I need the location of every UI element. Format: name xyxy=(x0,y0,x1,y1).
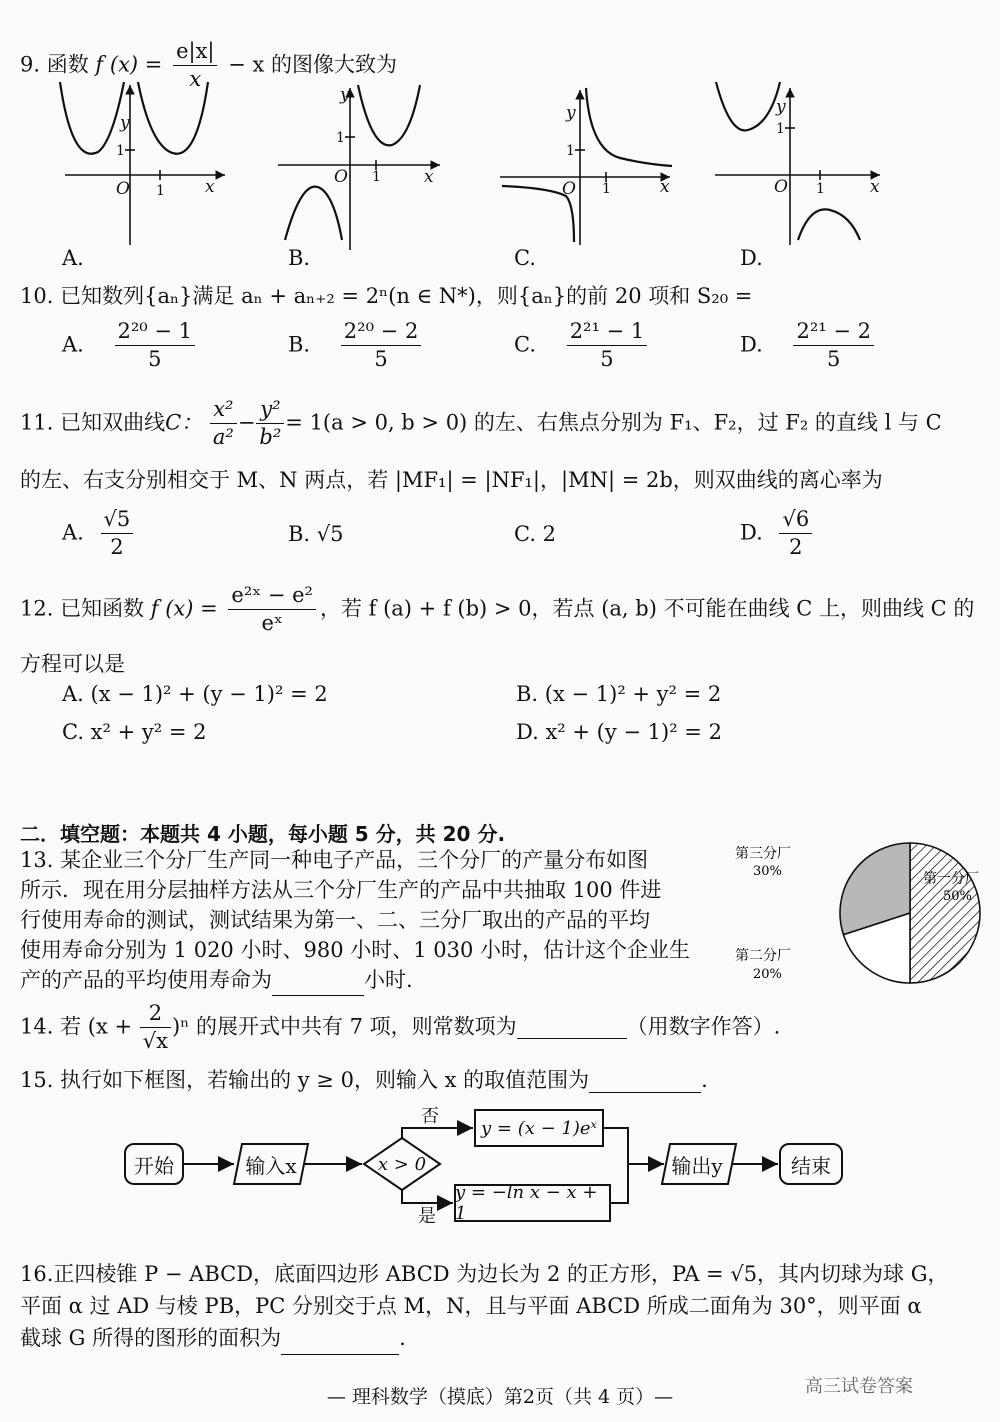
q12-func: f (x) = xyxy=(150,596,218,621)
q12-option-a[interactable]: A. (x − 1)² + (y − 1)² = 2 xyxy=(62,682,328,706)
q9-frac-num: e|x| xyxy=(173,38,217,66)
watermark: 高三试卷答案 xyxy=(805,1376,913,1397)
q10-option-b-label: B. xyxy=(288,332,311,357)
q11-d-den: 2 xyxy=(789,535,803,560)
q10-b-num: 2²⁰ − 2 xyxy=(341,318,422,346)
q10-option-d-label: D. xyxy=(740,332,763,357)
q10-d-den: 5 xyxy=(827,347,841,372)
q11-option-a-label: A. xyxy=(62,520,84,545)
q10-a-den: 5 xyxy=(148,347,162,372)
q13-line-3: 行使用寿命的测试，测试结果为第一、二、三分厂取出的产品的平均 xyxy=(20,908,650,932)
pie-label-third-value: 30% xyxy=(753,864,782,879)
section-2-heading: 二．填空题：本题共 4 小题，每小题 5 分，共 20 分. xyxy=(20,822,506,846)
flow-start: 开始 xyxy=(134,1153,174,1178)
q9-pre: 函数 xyxy=(46,52,89,77)
q12-option-c[interactable]: C. x² + y² = 2 xyxy=(62,720,207,744)
flow-top-formula: y = (x − 1)eˣ xyxy=(481,1117,597,1139)
q10-text: 已知数列{aₙ}满足 aₙ + aₙ₊₂ = 2ⁿ(n ∈ N*)，则{aₙ}的前 20 项和 S₂₀ = xyxy=(60,284,753,308)
q13-answer-blank[interactable] xyxy=(272,965,364,996)
q9-frac-den: x xyxy=(189,67,202,92)
pie-label-second-value: 20% xyxy=(753,967,782,982)
q13-line-5: 产的产品的平均使用寿命为 xyxy=(20,968,272,992)
q12-frac-den: eˣ xyxy=(261,611,283,636)
q14-answer-blank[interactable] xyxy=(517,1014,627,1039)
q10-c-num: 2²¹ − 1 xyxy=(567,318,648,346)
q11-pre: 已知双曲线 xyxy=(60,410,166,435)
flow-condition: x > 0 xyxy=(377,1153,427,1175)
q12-line2: 方程可以是 xyxy=(20,652,125,676)
q12-pre: 已知函数 xyxy=(60,596,145,621)
q12-frac-num: e²ˣ − e² xyxy=(228,582,316,610)
q15-text: 执行如下框图，若输出的 y ≥ 0，则输入 x 的取值范围为 xyxy=(60,1068,590,1092)
q9-option-b[interactable]: B. xyxy=(288,246,311,270)
q15-tail: . xyxy=(701,1068,708,1092)
graph-a-x: x xyxy=(205,177,215,197)
graph-a-o: O xyxy=(116,179,130,199)
flow-bottom-formula: y = −ln x − x + 1 xyxy=(455,1182,598,1224)
graph-b-one-x: 1 xyxy=(372,169,381,185)
q16-tail: . xyxy=(399,1326,406,1350)
q11-option-a[interactable] xyxy=(62,506,137,562)
flow-yes-label: 是 xyxy=(418,1206,436,1227)
page-footer: — 理科数学（摸底）第2页（共 4 页）— xyxy=(326,1386,674,1408)
q12-number: 12. xyxy=(20,596,54,621)
q13-tail: 小时. xyxy=(364,968,413,992)
q13-number: 13. xyxy=(20,848,54,872)
q14-frac-num: 2 xyxy=(140,1000,171,1028)
q16-line-1: 正四棱锥 P − ABCD，底面四边形 ABCD 为边长为 2 的正方形，PA = √5，其内切球为球 G， xyxy=(53,1262,949,1286)
q11-fy: y² xyxy=(256,396,284,424)
q16-number: 16. xyxy=(20,1262,54,1286)
graph-c-y: y xyxy=(566,103,576,123)
q10-option-d[interactable] xyxy=(740,318,878,374)
flow-end: 结束 xyxy=(791,1153,831,1178)
q13-line-2: 所示．现在用分层抽样方法从三个分厂生产的产品中共抽取 100 件进 xyxy=(20,878,662,902)
pie-label-second-name: 第二分厂 xyxy=(735,948,791,964)
q10-number: 10. xyxy=(20,284,54,308)
q10-option-a-label: A. xyxy=(62,332,84,357)
q11-option-d[interactable] xyxy=(740,506,816,562)
graph-b-y: y xyxy=(340,85,350,105)
graph-a-one-y: 1 xyxy=(116,143,125,159)
q10-stem xyxy=(20,280,752,310)
q14-pre: 若 (x + xyxy=(60,1014,133,1039)
pie-chart xyxy=(725,838,990,988)
q9-func: f (x) = xyxy=(95,52,163,77)
graph-d-y: y xyxy=(776,97,786,117)
q10-b-den: 5 xyxy=(374,347,388,372)
q14-frac-den: √x xyxy=(142,1029,168,1054)
q11-fa: a² xyxy=(212,425,234,450)
q16-answer-blank[interactable] xyxy=(281,1322,399,1355)
graph-d-one-x: 1 xyxy=(816,181,825,197)
q12-option-b[interactable]: B. (x − 1)² + y² = 2 xyxy=(516,682,722,706)
q9-option-c[interactable]: C. xyxy=(514,246,536,270)
q9-option-d[interactable]: D. xyxy=(740,246,763,270)
q9-post: − x 的图像大致为 xyxy=(228,52,397,77)
q14-post: )ⁿ 的展开式中共有 7 项，则常数项为 xyxy=(172,1014,517,1039)
q11-a-den: 2 xyxy=(110,535,124,560)
q15-number: 15. xyxy=(20,1068,54,1092)
q14-tail: （用数字作答）. xyxy=(626,1014,781,1039)
q11-post: = 1(a > 0, b > 0) 的左、右焦点分别为 F₁、F₂，过 F₂ 的直线 l 与 C xyxy=(285,410,942,435)
q12-post: ，若 f (a) + f (b) > 0，若点 (a, b) 不可能在曲线 C 上，则曲线 C 的 xyxy=(319,596,975,621)
q10-option-c[interactable] xyxy=(514,318,651,374)
graph-b-one-y: 1 xyxy=(336,130,345,146)
pie-label-first-value: 50% xyxy=(943,889,972,904)
q14-stem xyxy=(20,1000,780,1056)
graph-c-one-x: 1 xyxy=(602,181,611,197)
q12-option-d[interactable]: D. x² + (y − 1)² = 2 xyxy=(516,720,722,744)
flow-output: 输出y xyxy=(671,1153,723,1178)
graph-b-o: O xyxy=(334,167,348,187)
pie-label-first-name: 第一分厂 xyxy=(923,871,979,887)
graph-a xyxy=(60,82,225,245)
graph-d-one-y: 1 xyxy=(776,121,785,137)
q15-answer-blank[interactable] xyxy=(589,1068,701,1093)
q10-c-den: 5 xyxy=(600,347,614,372)
q11-option-b[interactable]: B. √5 xyxy=(288,522,344,546)
q11-option-d-label: D. xyxy=(740,520,763,545)
graph-d-o: O xyxy=(774,177,788,197)
q16-line-3: 截球 G 所得的图形的面积为 xyxy=(20,1326,282,1350)
q9-number: 9. xyxy=(20,52,41,77)
q11-option-c[interactable]: C. 2 xyxy=(514,522,557,546)
q10-option-c-label: C. xyxy=(514,332,536,357)
q14-number: 14. xyxy=(20,1014,54,1039)
q11-d-num: √6 xyxy=(779,506,812,534)
q11-fb: b² xyxy=(259,425,282,450)
graph-c-one-y: 1 xyxy=(566,143,575,159)
q10-option-a[interactable] xyxy=(62,318,199,374)
q11-stem: 11. 已知双曲线C： $\frac{\text{x²}}{\text{a²}}$ − $\frac{\text{y²}}{\text{b²}}$ = 1(a > 0, b > 0) 的左、右焦点分别为 F₁、F₂，过 F₂ 的直线 l 与 C xyxy=(20,396,942,452)
q11-a-num: √5 xyxy=(101,506,134,534)
pie-label-third-name: 第三分厂 xyxy=(735,846,791,862)
graph-d-x: x xyxy=(870,177,880,197)
flow-no-label: 否 xyxy=(421,1106,439,1127)
q9-option-a[interactable]: A. xyxy=(62,246,84,270)
q11-fx: x² xyxy=(210,396,237,424)
graph-a-y: y xyxy=(120,113,130,133)
q13-line-4: 使用寿命分别为 1 020 小时、980 小时、1 030 小时，估计这个企业生 xyxy=(20,938,691,962)
graph-c xyxy=(500,88,672,245)
q13-body xyxy=(20,845,690,996)
graph-c-o: O xyxy=(562,179,576,199)
q10-a-num: 2²⁰ − 1 xyxy=(115,318,196,346)
q13-line-1: 某企业三个分厂生产同一种电子产品，三个分厂的产量分布如图 xyxy=(60,848,649,872)
q15-stem xyxy=(20,1064,708,1094)
q10-d-num: 2²¹ − 2 xyxy=(793,318,874,346)
graph-d xyxy=(715,82,880,245)
q9-graphs xyxy=(0,70,1000,255)
graph-b xyxy=(278,85,440,250)
q11-c: C： xyxy=(165,410,203,435)
flow-input: 输入x xyxy=(245,1153,297,1178)
q11-line2: 的左、右支分别相交于 M、N 两点，若 |MF₁| = |NF₁|，|MN| = 2b，则双曲线的离心率为 xyxy=(20,468,883,492)
graph-b-x: x xyxy=(424,167,434,187)
pie-slice-1 xyxy=(910,843,980,983)
q11-number: 11. xyxy=(20,410,54,435)
q16-line-2: 平面 α 过 AD 与棱 PB，PC 分别交于点 M，N，且与平面 ABCD 所成二面角为 30°，则平面 α xyxy=(20,1294,922,1318)
q10-option-b[interactable] xyxy=(288,318,425,374)
graph-c-x: x xyxy=(660,177,670,197)
q12-stem xyxy=(20,582,974,638)
q16-body xyxy=(20,1258,949,1355)
graph-a-one-x: 1 xyxy=(156,183,165,199)
